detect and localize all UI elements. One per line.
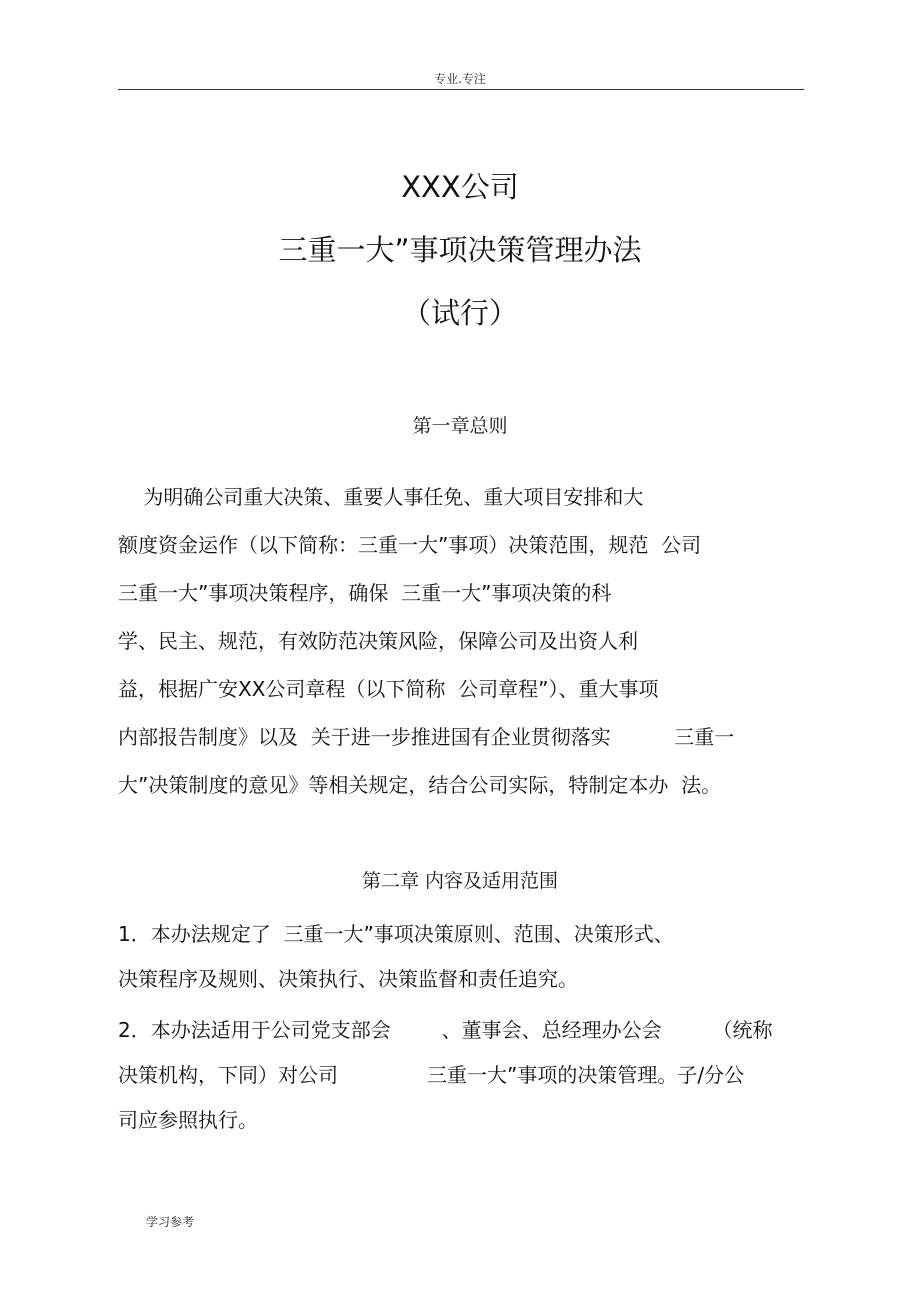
page-footer: 学习参考 xyxy=(146,1215,195,1229)
chapter-1-line: 益，根据广安XX公司章程（以下简称 公司章程”）、重大事项 xyxy=(118,677,659,701)
header-divider xyxy=(118,89,804,90)
chapter-2-heading: 第二章 内容及适用范围 xyxy=(361,870,559,892)
chapter-1-line: 额度资金运作（以下简称：三重一大”事项）决策范围，规范 公司 xyxy=(118,533,702,557)
chapter-1-line: 三重一大”事项决策程序，确保 三重一大”事项决策的科 xyxy=(118,581,612,605)
page-header: 专业.专注 xyxy=(434,72,486,86)
chapter-1-line: 为明确公司重大决策、重要人事任免、重大项目安排和大 xyxy=(118,485,644,509)
chapter-2-line: 司应参照执行。 xyxy=(118,1108,258,1132)
chapter-1-line: 学、民主、规范，有效防范决策风险，保障公司及出资人利 xyxy=(118,629,638,653)
chapter-1-line: 内部报告制度》以及 关于进一步推进国有企业贯彻落实 三重一 xyxy=(118,725,735,749)
title-company: XXX公司 xyxy=(401,170,519,204)
title-main: 三重一大”事项决策管理办法 xyxy=(278,233,642,267)
chapter-2-line: 2．本办法适用于公司党支部会 、董事会、总经理办公会 （统称 xyxy=(118,1018,773,1042)
chapter-2-line: 1．本办法规定了 三重一大”事项决策原则、范围、决策形式、 xyxy=(118,922,674,946)
chapter-1-line: 大”决策制度的意见》等相关规定，结合公司实际，特制定本办 法。 xyxy=(118,773,722,797)
chapter-2-line: 决策程序及规则、决策执行、决策监督和责任追究。 xyxy=(118,967,578,991)
chapter-2-line: 决策机构，下同）对公司 三重一大”事项的决策管理。子/分公 xyxy=(118,1063,745,1087)
title-trial: （试行） xyxy=(401,296,518,330)
chapter-1-heading: 第一章总则 xyxy=(412,415,508,437)
